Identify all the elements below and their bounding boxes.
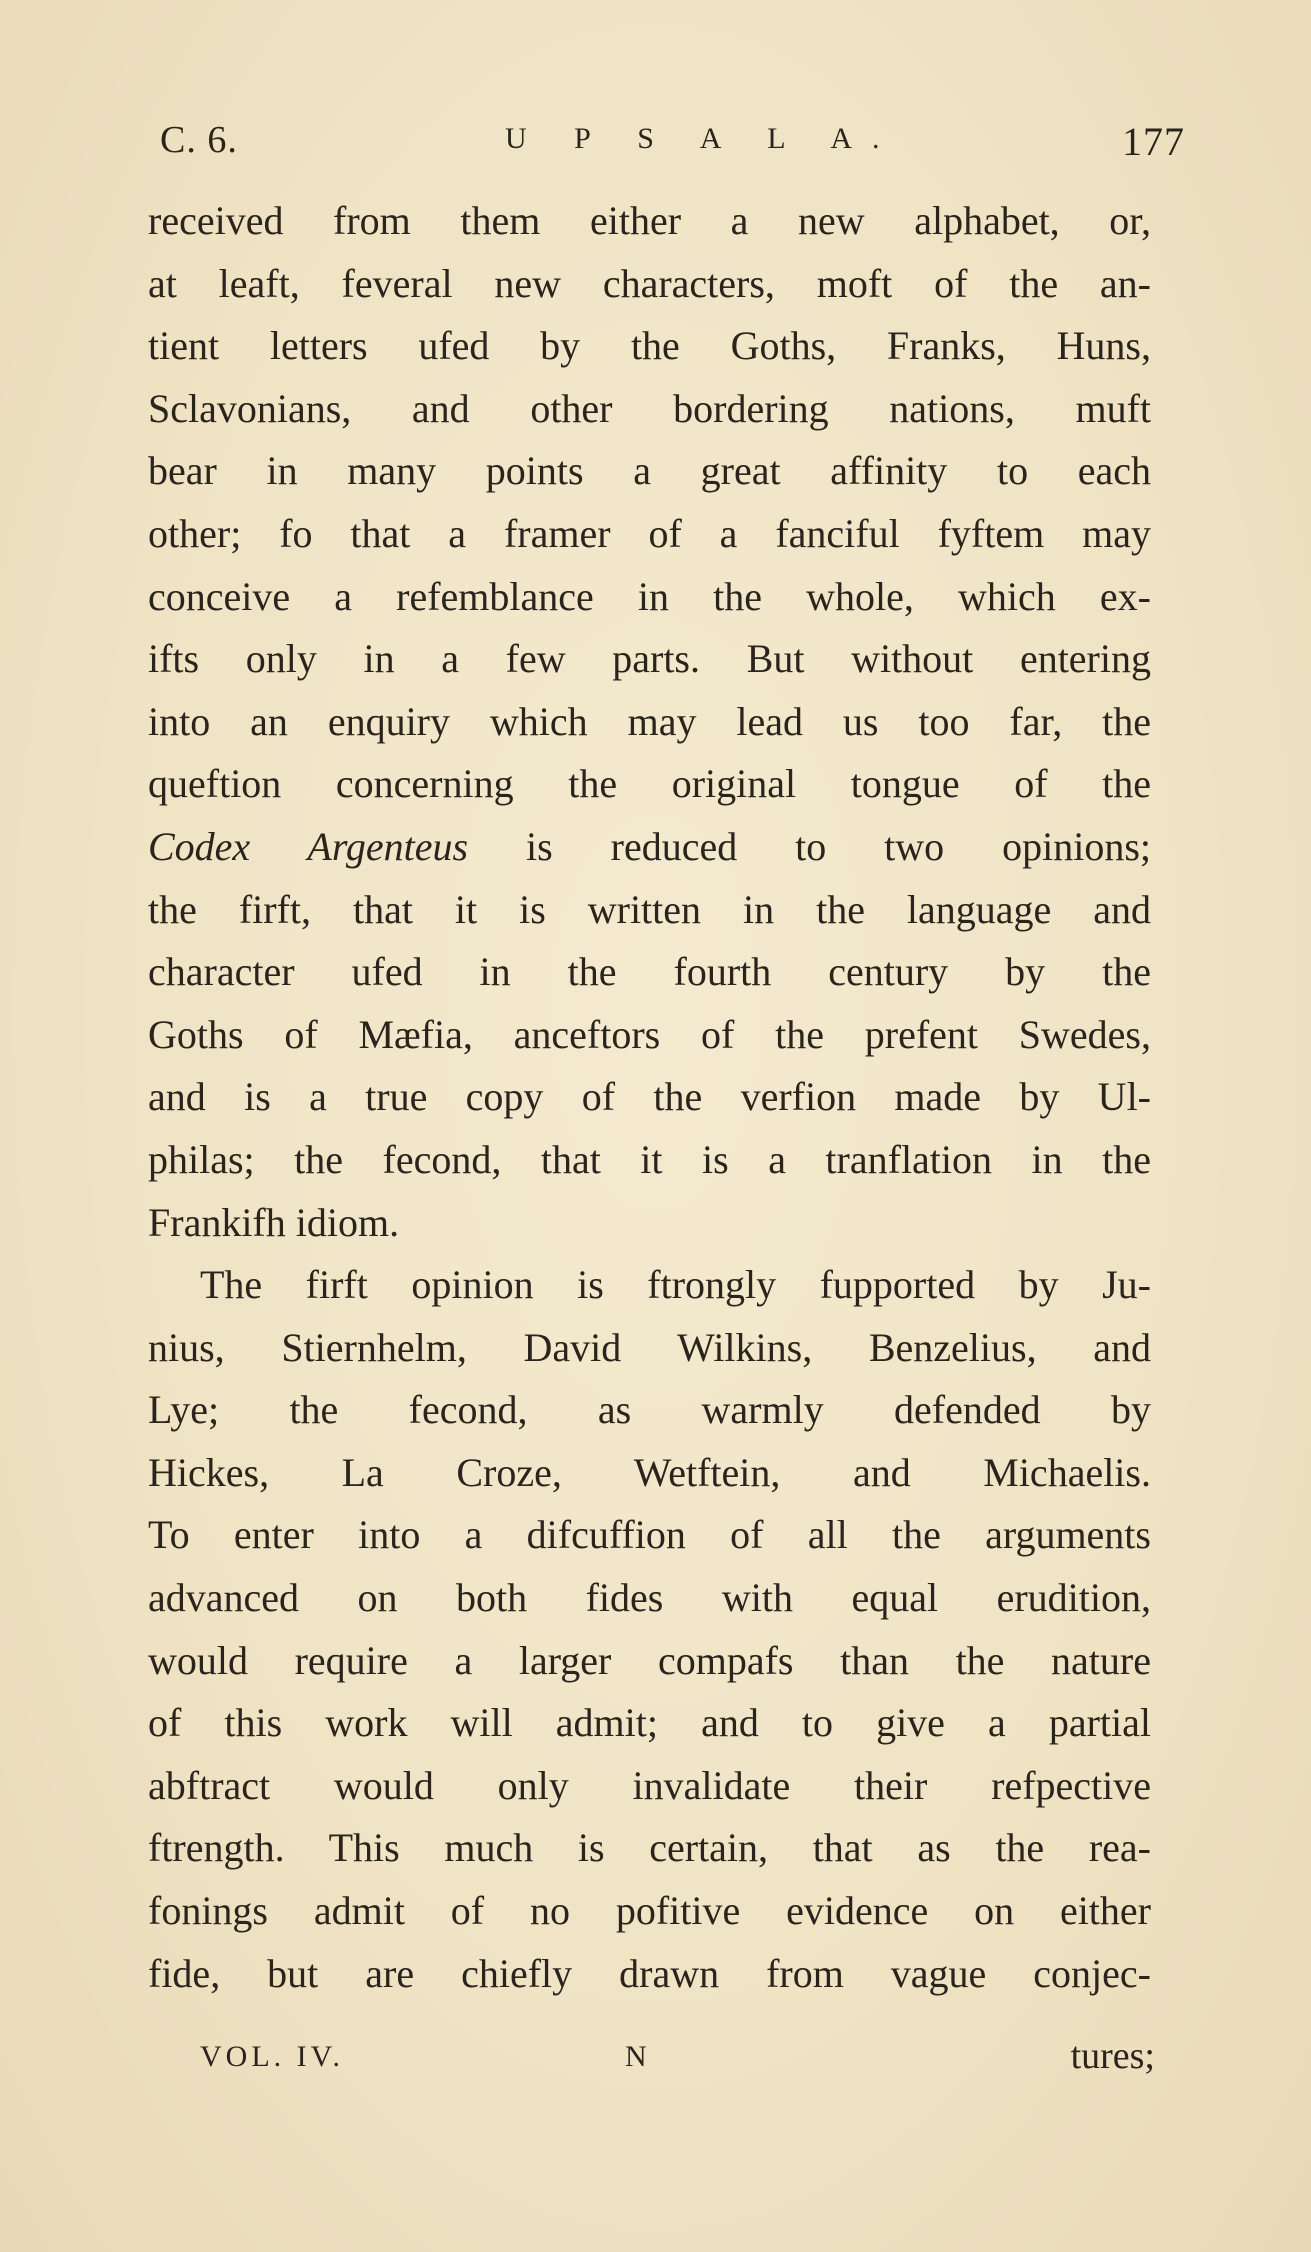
running-title: U P S A L A. bbox=[505, 122, 900, 155]
text-line: advanced on both fides with equal erudition, bbox=[148, 1575, 1151, 1621]
text-line: would require a larger compafs than the nature bbox=[148, 1637, 1151, 1683]
text-line: Frankifh idiom. bbox=[148, 1199, 400, 1245]
text-line: into an enquiry which may lead us too far, the bbox=[148, 698, 1151, 744]
page-number: 177 bbox=[1122, 119, 1185, 164]
body-text bbox=[148, 190, 1151, 2005]
text-line: character ufed in the fourth century by the bbox=[148, 949, 1151, 995]
text-line: the firft, that it is written in the language and bbox=[148, 886, 1151, 932]
text-line: ftrength. This much is certain, that as the rea- bbox=[148, 1825, 1151, 1871]
text-line: at leaft, feveral new characters, moft of the an- bbox=[148, 260, 1151, 306]
text-line: Goths of Mæfia, anceftors of the prefent Swedes, bbox=[148, 1011, 1151, 1057]
text-line: fonings admit of no pofitive evidence on either bbox=[148, 1888, 1151, 1934]
text-line: other; fo that a framer of a fanciful fyftem may bbox=[148, 510, 1151, 556]
text-line: ifts only in a few parts. But without entering bbox=[148, 636, 1151, 682]
text-line: fide, but are chiefly drawn from vague conjec- bbox=[148, 1950, 1151, 1996]
text-line: of this work will admit; and to give a partial bbox=[148, 1700, 1151, 1746]
text-line: The firft opinion is ftrongly fupported by Ju- bbox=[200, 1262, 1151, 1308]
text-line: Hickes, La Croze, Wetftein, and Michaelis. bbox=[148, 1449, 1151, 1495]
text-line: tient letters ufed by the Goths, Franks, Huns, bbox=[148, 323, 1151, 369]
text-line: received from them either a new alphabet, or, bbox=[148, 198, 1151, 243]
text-line: conceive a refemblance in the whole, which ex- bbox=[148, 573, 1151, 619]
text-line: Sclavonians, and other bordering nations, muft bbox=[148, 385, 1151, 431]
text-line: queftion concerning the original tongue of the bbox=[148, 761, 1151, 807]
text-line: philas; the fecond, that it is a tranflation in the bbox=[148, 1136, 1151, 1182]
text-line: bear in many points a great affinity to each bbox=[148, 448, 1151, 494]
signature-mark: N bbox=[625, 2040, 647, 2073]
text-line bbox=[148, 816, 1151, 879]
page-footer bbox=[200, 2035, 1155, 2090]
running-header bbox=[160, 118, 1185, 178]
catchword: tures; bbox=[1070, 2035, 1155, 2077]
chapter-marker: C. 6. bbox=[160, 119, 238, 161]
text-line: To enter into a difcuffion of all the arguments bbox=[148, 1512, 1151, 1558]
text-line-rest: is reduced to two opinions; bbox=[468, 823, 1151, 869]
text-line: and is a true copy of the verfion made by Ul- bbox=[148, 1074, 1151, 1120]
volume-marker: VOL. IV. bbox=[200, 2040, 344, 2073]
text-line: abftract would only invalidate their refpective bbox=[148, 1762, 1151, 1808]
text-line: Lye; the fecond, as warmly defended by bbox=[148, 1387, 1151, 1433]
text-line: nius, Stiernhelm, David Wilkins, Benzelius, and bbox=[148, 1324, 1151, 1370]
book-title-italic: Codex Argenteus bbox=[148, 823, 469, 869]
